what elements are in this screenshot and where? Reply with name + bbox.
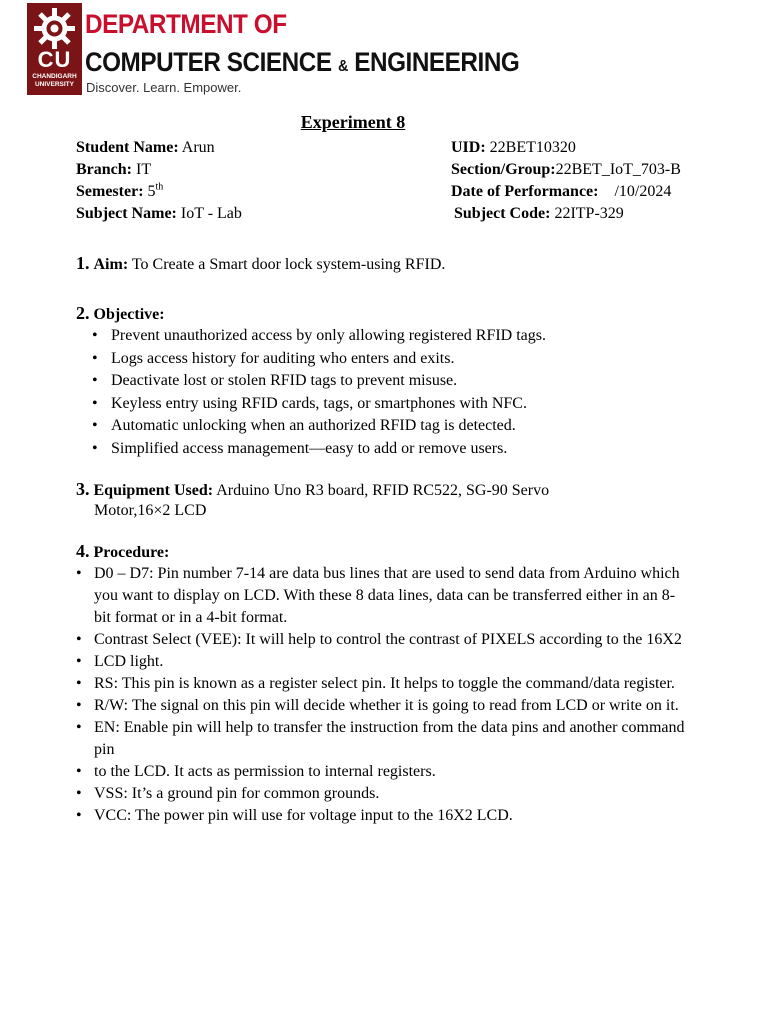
section-field	[451, 159, 681, 181]
semester-suffix: th	[155, 181, 164, 193]
subject-name-field	[76, 203, 242, 225]
list-item: • VCC: The power pin will use for voltage input to the 16X2 LCD.	[76, 805, 686, 827]
subject-name-label: Subject Name:	[76, 205, 177, 222]
department-title-line2	[85, 46, 519, 83]
university-logo	[27, 3, 82, 95]
list-item: • EN: Enable pin will help to transfer the instruction from the data pins and another command pin	[76, 717, 686, 761]
gear-emblem-icon	[32, 6, 77, 51]
equipment-text-line2: Motor,16×2 LCD	[94, 502, 207, 519]
date-value: /10/2024	[614, 183, 672, 200]
equipment-number: 3.	[76, 479, 90, 499]
objective-list	[92, 325, 712, 461]
aim-number: 1.	[76, 253, 90, 273]
list-item: • Automatic unlocking when an authorized RFID tag is detected.	[92, 415, 712, 438]
date-label: Date of Performance:	[451, 183, 599, 200]
list-item: • Simplified access management—easy to add or remove users.	[92, 438, 712, 461]
subject-code-field	[454, 203, 624, 225]
list-item: • LCD light.	[76, 651, 686, 673]
list-item: • Contrast Select (VEE): It will help to control the contrast of PIXELS according to the 16X2	[76, 629, 686, 651]
semester-label: Semester:	[76, 183, 144, 200]
branch-label: Branch:	[76, 161, 132, 178]
list-item: • RS: This pin is known as a register select pin. It helps to toggle the command/data register.	[76, 673, 686, 695]
equipment-text-line1: Arduino Uno R3 board, RFID RC522, SG-90 Servo	[216, 482, 550, 499]
student-name-field	[76, 137, 215, 159]
tagline: Discover. Learn. Empower.	[86, 80, 242, 95]
objective-heading	[76, 302, 165, 326]
aim-text: To Create a Smart door lock system-using RFID.	[131, 256, 446, 273]
section-value: 22BET_IoT_703-B	[555, 161, 681, 178]
semester-field	[76, 181, 163, 203]
logo-subtext: CHANDIGARH UNIVERSITY	[32, 73, 77, 88]
subject-code-value: 22ITP-329	[554, 205, 624, 222]
department-name-a: COMPUTER SCIENCE	[85, 47, 332, 77]
experiment-title: Experiment 8	[300, 112, 406, 132]
objective-number: 2.	[76, 303, 90, 323]
subject-name-value: IoT - Lab	[180, 205, 242, 222]
student-name-label: Student Name:	[76, 139, 179, 156]
branch-field	[76, 159, 151, 181]
list-item: • to the LCD. It acts as permission to internal registers.	[76, 761, 686, 783]
procedure-label: Procedure:	[93, 544, 170, 561]
uid-label: UID:	[451, 139, 486, 156]
branch-value: IT	[136, 161, 152, 178]
list-item: • Logs access history for auditing who enters and exits.	[92, 348, 712, 371]
logo-text: CU	[37, 47, 72, 72]
aim-section	[76, 252, 445, 276]
list-item: • Prevent unauthorized access by only allowing registered RFID tags.	[92, 325, 712, 348]
department-name-b: ENGINEERING	[354, 47, 520, 77]
procedure-list	[76, 563, 686, 827]
list-item: • R/W: The signal on this pin will decide whether it is going to read from LCD or write on it.	[76, 695, 686, 717]
list-item: • Keyless entry using RFID cards, tags, or smartphones with NFC.	[92, 393, 712, 416]
semester-value: 5	[147, 183, 156, 200]
date-field	[451, 181, 671, 203]
department-ampersand: &	[337, 58, 348, 75]
uid-field	[451, 137, 576, 159]
equipment-section	[76, 478, 549, 502]
subject-code-label: Subject Code:	[454, 205, 551, 222]
objective-label: Objective:	[93, 306, 165, 323]
procedure-heading	[76, 540, 169, 564]
uid-value: 22BET10320	[489, 139, 576, 156]
aim-label: Aim:	[93, 256, 129, 273]
list-item: • VSS: It’s a ground pin for common grounds.	[76, 783, 686, 805]
list-item: • D0 – D7: Pin number 7-14 are data bus lines that are used to send data from Arduino which you want to display on LCD. With these 8 data lines, data can be transferred either in an 8-bit format or in a 4-bit format.	[76, 563, 686, 629]
section-label: Section/Group:	[451, 161, 556, 178]
department-title-line1: DEPARTMENT OF	[85, 9, 287, 39]
student-name-value: Arun	[181, 139, 215, 156]
equipment-label: Equipment Used:	[93, 482, 214, 499]
list-item: • Deactivate lost or stolen RFID tags to prevent misuse.	[92, 370, 712, 393]
procedure-number: 4.	[76, 541, 90, 561]
page-header	[0, 0, 768, 100]
